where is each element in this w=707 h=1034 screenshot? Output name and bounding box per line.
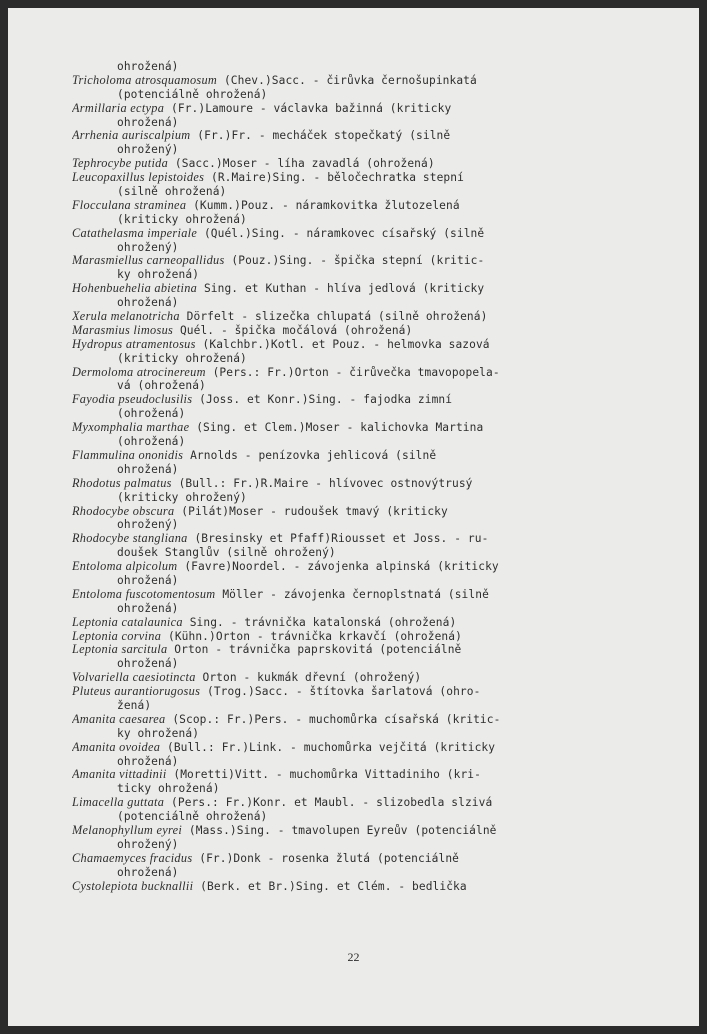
species-name: Catathelasma imperiale (72, 226, 198, 240)
species-name: Amanita ovoidea (72, 740, 161, 754)
entry-continuation-line (72, 810, 652, 824)
species-name: Hydropus atramentosus (72, 337, 196, 351)
species-name: Entoloma alpicolum (72, 560, 178, 574)
entry-text: ohrožená) (117, 865, 179, 879)
species-entry-line (72, 310, 652, 324)
entry-text: doušek Stanglův (silně ohrožený) (117, 546, 336, 560)
entry-text: (Berk. et Br.)Sing. et Clém. - bedlička (193, 879, 467, 893)
entry-text: Sing. et Kuthan - hlíva jedlová (kriticky (197, 282, 485, 296)
species-entry-line (72, 852, 652, 866)
species-name: Marasmiellus carneopallidus (72, 254, 225, 268)
entry-text: ohrožená) (117, 657, 179, 671)
entry-text: (Mass.)Sing. - tmavolupen Eyreův (potenciálně (182, 823, 497, 837)
species-name: Hohenbuehelia abietina (72, 282, 198, 296)
species-name: Amanita vittadinii (72, 768, 167, 782)
entry-text: Orton - trávnička paprskovitá (potenciálně (167, 643, 462, 657)
entry-text: ohrožená) (117, 115, 179, 129)
species-name: Cystolepiota bucknallii (72, 879, 194, 893)
species-entry-line (72, 532, 652, 546)
species-entry-line (72, 421, 652, 435)
entry-text: (silně ohrožená) (117, 185, 227, 199)
page-number: 22 (347, 950, 360, 964)
species-name: Rhodotus palmatus (72, 476, 172, 490)
species-entry-line (72, 366, 652, 380)
entry-continuation-line (72, 727, 652, 741)
entry-text: ky ohrožená) (117, 268, 200, 282)
entry-continuation-line (72, 866, 652, 880)
species-name: Arrhenia auriscalpium (72, 129, 191, 143)
entry-text: Quél. - špička močálová (ohrožená) (173, 323, 413, 337)
entry-text: (Quél.)Sing. - náramkovec císařský (silně (197, 226, 485, 240)
entry-continuation-line (72, 546, 652, 560)
entry-text: Möller - závojenka černoplstnatá (silně (215, 587, 489, 601)
species-entry-line (72, 505, 652, 519)
species-name: Melanophyllum eyrei (72, 823, 183, 837)
species-entry-line (72, 74, 652, 88)
entry-text: (Bresinsky et Pfaff)Riousset et Joss. - ru- (187, 532, 489, 546)
species-entry-line (72, 560, 652, 574)
entry-text: (Pouz.)Sing. - špička stepní (kritic- (224, 254, 485, 268)
entry-text: (Trog.)Sacc. - štítovka šarlatová (ohro- (200, 685, 481, 699)
entry-text: Orton - kukmák dřevní (ohrožený) (195, 671, 422, 685)
entry-text: (Pers.: Fr.)Orton - čirůvečka tmavopopela- (205, 365, 500, 379)
entry-continuation-line (72, 755, 652, 769)
entry-text: (kriticky ohrožená) (117, 212, 247, 226)
species-name: Pluteus aurantiorugosus (72, 685, 201, 699)
entry-text: (Bull.: Fr.)R.Maire - hlívovec ostnovýtrusý (171, 476, 473, 490)
entry-text: ohrožená) (117, 754, 179, 768)
species-entry-line (72, 254, 652, 268)
species-name: Tricholoma atrosquamosum (72, 73, 218, 87)
species-entry-line (72, 477, 652, 491)
entry-text: (Favre)Noordel. - závojenka alpinská (kriticky (177, 560, 499, 574)
entry-text: (Fr.)Donk - rosenka žlutá (potenciálně (192, 851, 460, 865)
entry-continuation-line (72, 185, 652, 199)
species-entry-line (72, 227, 652, 241)
species-name: Chamaemyces fracidus (72, 851, 193, 865)
entry-continuation-line (72, 699, 652, 713)
entry-continuation-line (72, 435, 652, 449)
species-entry-line (72, 671, 652, 685)
species-list (72, 60, 652, 893)
entry-text: (potenciálně ohrožená) (117, 87, 268, 101)
species-entry-line (72, 129, 652, 143)
entry-continuation-line (72, 88, 652, 102)
entry-text: (Sacc.)Moser - líha zavadlá (ohrožená) (168, 157, 435, 171)
species-name: Myxomphalia marthae (72, 421, 190, 435)
entry-text: ohrožená) (117, 296, 179, 310)
entry-text: ohrožený) (117, 143, 179, 157)
species-entry-line (72, 588, 652, 602)
entry-continuation-line (72, 838, 652, 852)
species-name: Flammulina ononidis (72, 448, 184, 462)
entry-continuation-line (72, 518, 652, 532)
species-entry-line (72, 713, 652, 727)
species-entry-line (72, 282, 652, 296)
entry-text: (Fr.)Lamoure - václavka bažinná (kriticky (164, 101, 452, 115)
entry-continuation-line (72, 296, 652, 310)
entry-continuation-line (72, 60, 652, 74)
entry-text: ky ohrožená) (117, 726, 200, 740)
entry-continuation-line (72, 463, 652, 477)
species-name: Limacella guttata (72, 796, 165, 810)
entry-text: (Kumm.)Pouz. - náramkovitka žlutozelená (186, 198, 460, 212)
document-page (8, 8, 699, 1026)
entry-continuation-line (72, 574, 652, 588)
species-name: Leptonia catalaunica (72, 615, 183, 629)
entry-text: (Chev.)Sacc. - čirůvka černošupinkatá (217, 73, 477, 87)
entry-text: ohrožená) (117, 462, 179, 476)
entry-text: (Sing. et Clem.)Moser - kalichovka Martina (189, 421, 484, 435)
species-name: Fayodia pseudoclusilis (72, 393, 193, 407)
entry-text: žená) (117, 698, 152, 712)
entry-continuation-line (72, 602, 652, 616)
species-name: Xerula melanotricha (72, 310, 180, 324)
species-name: Leptonia corvina (72, 629, 162, 643)
species-entry-line (72, 199, 652, 213)
entry-continuation-line (72, 213, 652, 227)
entry-text: ohrožená) (117, 573, 179, 587)
species-entry-line (72, 171, 652, 185)
entry-text: (kriticky ohrožený) (117, 490, 247, 504)
entry-text: Arnolds - penízovka jehlicová (silně (183, 448, 437, 462)
entry-text: (Kalchbr.)Kotl. et Pouz. - helmovka sazová (195, 337, 490, 351)
entry-continuation-line (72, 268, 652, 282)
entry-continuation-line (72, 491, 652, 505)
species-entry-line (72, 880, 652, 894)
entry-continuation-line (72, 407, 652, 421)
entry-text: ticky ohrožená) (117, 782, 220, 796)
entry-text: (potenciálně ohrožená) (117, 810, 268, 824)
species-entry-line (72, 157, 652, 171)
entry-continuation-line (72, 352, 652, 366)
entry-text: (Pers.: Fr.)Konr. et Maubl. - slizobedla slzivá (164, 796, 493, 810)
entry-text: (R.Maire)Sing. - běločechratka stepní (204, 171, 464, 185)
entry-text: (Pilát)Moser - rudoušek tmavý (kriticky (174, 504, 448, 518)
species-entry-line (72, 102, 652, 116)
entry-text: ohrožená) (117, 60, 179, 73)
species-entry-line (72, 796, 652, 810)
species-name: Entoloma fuscotomentosum (72, 587, 216, 601)
entry-continuation-line (72, 116, 652, 130)
entry-continuation-line (72, 241, 652, 255)
entry-continuation-line (72, 143, 652, 157)
species-entry-line (72, 449, 652, 463)
species-name: Leucopaxillus lepistoides (72, 171, 205, 185)
entry-text: (Bull.: Fr.)Link. - muchomůrka vejčitá (kriticky (160, 740, 496, 754)
species-entry-line (72, 824, 652, 838)
entry-text: (Kühn.)Orton - trávnička krkavčí (ohrožená) (161, 629, 462, 643)
entry-continuation-line (72, 782, 652, 796)
entry-text: (ohrožená) (117, 407, 186, 421)
entry-text: Sing. - trávnička katalonská (ohrožená) (182, 615, 457, 629)
entry-text: ohrožený) (117, 837, 179, 851)
species-entry-line (72, 643, 652, 657)
entry-text: ohrožená) (117, 601, 179, 615)
species-entry-line (72, 616, 652, 630)
entry-text: (kriticky ohrožená) (117, 351, 247, 365)
species-name: Volvariella caesiotincta (72, 671, 196, 685)
species-entry-line (72, 741, 652, 755)
species-name: Marasmius limosus (72, 323, 174, 337)
entry-text: (Scop.: Fr.)Pers. - muchomůrka císařská (kritic- (165, 712, 501, 726)
species-name: Flocculana straminea (72, 198, 187, 212)
species-name: Tephrocybe putida (72, 157, 169, 171)
species-entry-line (72, 630, 652, 644)
entry-continuation-line (72, 657, 652, 671)
species-entry-line (72, 393, 652, 407)
entry-text: vá (ohrožená) (117, 379, 206, 393)
species-name: Rhodocybe stangliana (72, 532, 188, 546)
species-entry-line (72, 685, 652, 699)
species-name: Dermoloma atrocinereum (72, 365, 206, 379)
entry-text: (Joss. et Konr.)Sing. - fajodka zimní (192, 393, 453, 407)
species-name: Leptonia sarcitula (72, 643, 168, 657)
entry-text: Dörfelt - slizečka chlupatá (silně ohrožená) (179, 310, 488, 324)
entry-text: ohrožený) (117, 518, 179, 532)
species-entry-line (72, 338, 652, 352)
species-name: Rhodocybe obscura (72, 504, 175, 518)
species-entry-line (72, 324, 652, 338)
species-name: Amanita caesarea (72, 712, 166, 726)
entry-text: (Fr.)Fr. - mecháček stopečkatý (silně (190, 129, 451, 143)
species-entry-line (72, 768, 652, 782)
entry-text: (ohrožená) (117, 435, 186, 449)
species-name: Armillaria ectypa (72, 101, 165, 115)
entry-text: ohrožený) (117, 240, 179, 254)
entry-continuation-line (72, 379, 652, 393)
entry-text: (Moretti)Vitt. - muchomůrka Vittadiniho (kri- (166, 768, 481, 782)
